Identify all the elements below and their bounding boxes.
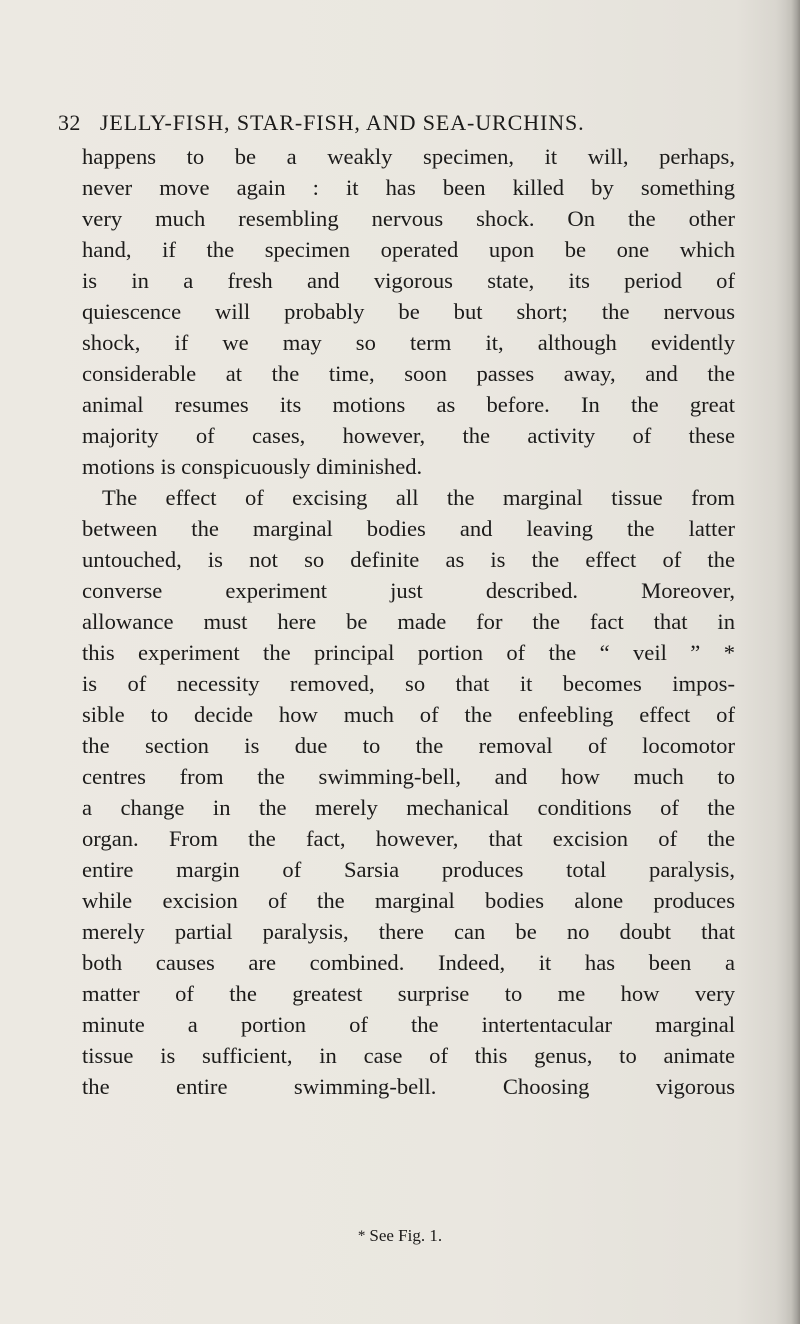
text-line-9: animal resumes its motions as before. In the great bbox=[82, 392, 735, 417]
text-line-29: minute a portion of the intertentacular marginal bbox=[82, 1012, 735, 1037]
text-line-14: untouched, is not so definite as is the effect of the bbox=[82, 547, 735, 572]
text-line-24: entire margin of Sarsia produces total paralysis, bbox=[82, 857, 735, 882]
running-title: JELLY-FISH, STAR-FISH, AND SEA-URCHINS. bbox=[99, 110, 585, 135]
text-line-10: majority of cases, however, the activity of these bbox=[82, 423, 735, 448]
footnote-mark: * bbox=[357, 1228, 366, 1244]
text-line-16: allowance must here be made for the fact that in bbox=[82, 609, 735, 634]
text-line-25: while excision of the marginal bodies alone produces bbox=[82, 888, 735, 913]
text-line-18: is of necessity removed, so that it becomes impos- bbox=[82, 671, 735, 696]
text-line-13: between the marginal bodies and leaving the latter bbox=[82, 516, 735, 541]
text-line-2: never move again : it has been killed by something bbox=[82, 175, 735, 200]
text-line-6: quiescence will probably be but short; the nervous bbox=[82, 299, 735, 324]
text-line-28: matter of the greatest surprise to me how very bbox=[82, 981, 735, 1006]
text-line-5: is in a fresh and vigorous state, its period of bbox=[82, 268, 735, 293]
text-line-21: centres from the swimming-bell, and how much to bbox=[82, 764, 735, 789]
text-line-20: the section is due to the removal of locomotor bbox=[82, 733, 735, 758]
text-line-3: very much resembling nervous shock. On the other bbox=[82, 206, 735, 231]
text-line-31: the entire swimming-bell. Choosing vigorous bbox=[82, 1074, 735, 1099]
text-line-4: hand, if the specimen operated upon be one which bbox=[82, 237, 735, 262]
text-line-1: happens to be a weakly specimen, it will, perhaps, bbox=[82, 144, 735, 169]
text-line-7: shock, if we may so term it, although evidently bbox=[82, 330, 735, 355]
text-line-23: organ. From the fact, however, that excision of the bbox=[82, 826, 735, 851]
text-line-30: tissue is sufficient, in case of this genus, to animate bbox=[82, 1043, 735, 1068]
body-text bbox=[82, 141, 735, 1102]
text-line-22: a change in the merely mechanical conditions of the bbox=[82, 795, 735, 820]
footnote-text: See Fig. 1. bbox=[369, 1226, 443, 1245]
running-head bbox=[58, 110, 758, 140]
text-line-8: considerable at the time, soon passes away, and the bbox=[82, 361, 735, 386]
text-line-26: merely partial paralysis, there can be no doubt that bbox=[82, 919, 735, 944]
text-line-19: sible to decide how much of the enfeebling effect of bbox=[82, 702, 735, 727]
page-edge-shadow bbox=[786, 0, 800, 1324]
text-line-27: both causes are combined. Indeed, it has been a bbox=[82, 950, 735, 975]
page-number: 32 bbox=[58, 110, 81, 135]
text-line-12: The effect of excising all the marginal tissue from bbox=[102, 485, 735, 510]
text-line-11: motions is conspicuously diminished. bbox=[82, 454, 423, 479]
text-line-15: converse experiment just described. Moreover, bbox=[82, 578, 735, 603]
footnote bbox=[0, 1225, 800, 1248]
text-line-17: this experiment the principal portion of the “ veil ” * bbox=[82, 640, 735, 665]
